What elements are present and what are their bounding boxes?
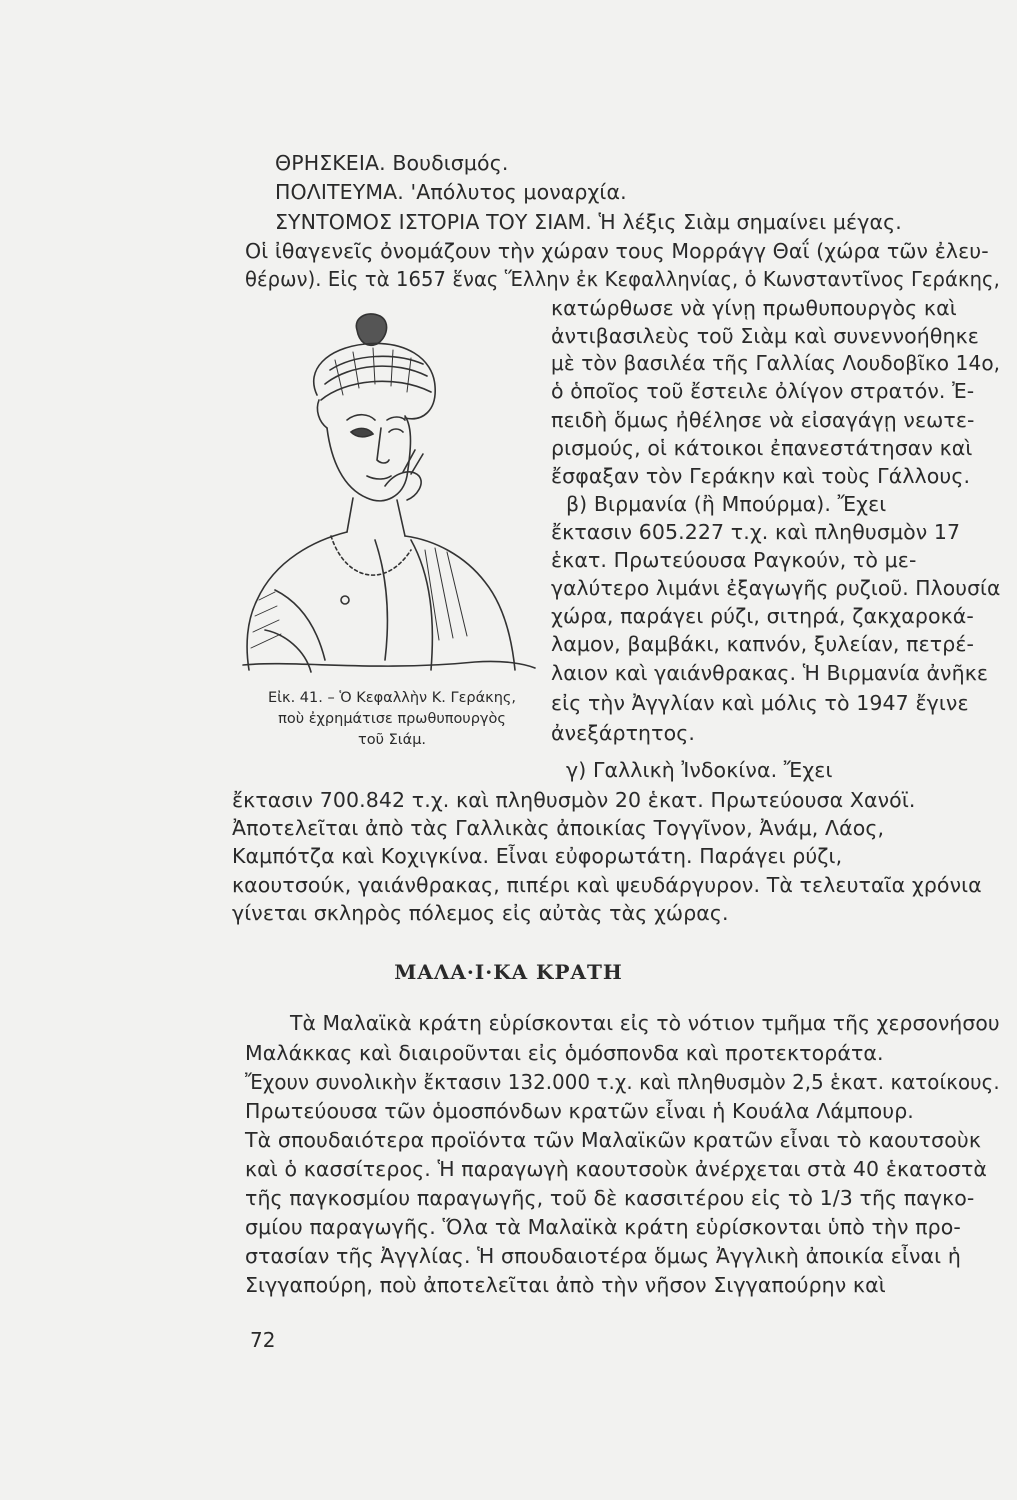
text-line: στασίαν τῆς Ἀγγλίας. Ἡ σπουδαιοτέρα ὅμως Ἀγγλικὴ ἀποικία εἶναι ἡ [245, 1244, 961, 1268]
text-line: Τὰ Μαλαϊκὰ κράτη εὑρίσκονται εἰς τὸ νότιον τμῆμα τῆς χερσονήσου [290, 1011, 1000, 1035]
text-line: γίνεται σκληρὸς πόλεμος εἰς αὐτὰς τὰς χώρας. [232, 901, 729, 925]
text-line: μὲ τὸν βασιλέα τῆς Γαλλίας Λουδοβῖκο 14ο, [551, 351, 1001, 375]
text-line: κατώρθωσε νὰ γίνῃ πρωθυπουργὸς καὶ [551, 296, 957, 320]
text-line: τῆς παγκοσμίου παραγωγῆς, τοῦ δὲ κασσιτέρου εἰς τὸ 1/3 τῆς παγκο- [245, 1186, 975, 1210]
text-line: πειδὴ ὅμως ἠθέλησε νὰ εἰσαγάγῃ νεωτε- [551, 408, 975, 432]
text-line: θέρων). Εἰς τὰ 1657 ἕνας Ἕλλην ἐκ Κεφαλληνίας, ὁ Κωνσταντῖνος Γεράκης, [245, 267, 1000, 291]
text-line: εἰς τὴν Ἀγγλίαν καὶ μόλις τὸ 1947 ἔγινε [551, 691, 969, 715]
text-line: ἀνεξάρτητος. [551, 721, 695, 745]
text-line: ἑκατ. Πρωτεύουσα Ραγκούν, τὸ με- [551, 548, 917, 572]
text-line: Μαλάκκας καὶ διαιροῦνται εἰς ὁμόσπονδα καὶ προτεκτοράτα. [245, 1041, 884, 1065]
text-line: καουτσούκ, γαιάνθρακας, πιπέρι καὶ ψευδάργυρον. Τὰ τελευταῖα χρόνια [232, 873, 982, 897]
text-line: β) Βιρμανία (ἢ Μπούρμα). Ἔχει [566, 492, 887, 516]
text-line: Πρωτεύουσα τῶν ὁμοσπόνδων κρατῶν εἶναι ἡ Κουάλα Λάμπουρ. [245, 1099, 914, 1123]
text-line: σμίου παραγωγῆς. Ὅλα τὰ Μαλαϊκὰ κράτη εὑρίσκονται ὑπὸ τὴν προ- [245, 1215, 961, 1239]
portrait-illustration [235, 300, 545, 680]
text-line: ρισμούς, οἱ κάτοικοι ἐπανεστάτησαν καὶ [551, 436, 973, 460]
text-line: ἀντιβασιλεὺς τοῦ Σιὰμ καὶ συνεννοήθηκε [551, 324, 979, 348]
text-line: Τὰ σπουδαιότερα προϊόντα τῶν Μαλαϊκῶν κρατῶν εἶναι τὸ καουτσοὺκ [245, 1128, 982, 1152]
figure-caption-line: τοῦ Σιάμ. [357, 732, 427, 748]
text-line: Ἔχουν συνολικὴν ἔκτασιν 132.000 τ.χ. καὶ πληθυσμὸν 2,5 ἑκατ. κατοίκους. [245, 1070, 1000, 1094]
text-line: λαιον καὶ γαιάνθρακας. Ἡ Βιρμανία ἀνῆκε [551, 661, 989, 685]
text-line: ἔκτασιν 605.227 τ.χ. καὶ πληθυσμὸν 17 [551, 520, 961, 544]
page-number: 72 [250, 1328, 276, 1352]
text-line: ΘΡΗΣΚΕΙΑ. Βουδισμός. [275, 151, 509, 175]
text-line: γ) Γαλλικὴ Ἰνδοκίνα. Ἔχει [566, 758, 833, 782]
section-heading: ΜΑΛΑ·Ι·ΚΑ ΚΡΑΤΗ [394, 960, 623, 984]
text-line: Καμπότζα καὶ Κοχιγκίνα. Εἶναι εὐφορωτάτη. Παράγει ρύζι, [232, 844, 843, 868]
text-line: ὁ ὁποῖος τοῦ ἔστειλε ὀλίγον στρατόν. Ἐ- [551, 379, 975, 403]
text-line: Οἱ ἰθαγενεῖς ὀνομάζουν τὴν χώραν τους Μορράγγ Θαΐ (χώρα τῶν ἐλευ- [245, 239, 989, 263]
text-line: χώρα, παράγει ρύζι, σιτηρά, ζακχαροκά- [551, 604, 974, 628]
text-line: Σιγγαπούρη, ποὺ ἀποτελεῖται ἀπὸ τὴν νῆσον Σιγγαπούρην καὶ [245, 1273, 886, 1297]
text-line: γαλύτερο λιμάνι ἐξαγωγῆς ρυζιοῦ. Πλουσία [551, 576, 1001, 600]
text-line: καὶ ὁ κασσίτερος. Ἡ παραγωγὴ καουτσοὺκ ἀνέρχεται στὰ 40 ἑκατοστὰ [245, 1157, 988, 1181]
figure-caption-line: ποὺ ἐχρημάτισε πρωθυπουργὸς [278, 711, 506, 727]
text-line: Ἀποτελεῖται ἀπὸ τὰς Γαλλικὰς ἀποικίας Τογγῖνον, Ἀνάμ, Λάος, [232, 816, 885, 840]
figure-caption-line: Εἰκ. 41. – Ὁ Κεφαλλὴν Κ. Γεράκης, [267, 690, 517, 706]
text-line: λαμον, βαμβάκι, καπνόν, ξυλείαν, πετρέ- [551, 632, 975, 656]
text-line: ΠΟΛΙΤΕΥΜΑ. 'Απόλυτος μοναρχία. [275, 180, 627, 204]
text-line: ἔκτασιν 700.842 τ.χ. καὶ πληθυσμὸν 20 ἑκατ. Πρωτεύουσα Χανόϊ. [232, 788, 916, 812]
text-line: ἔσφαξαν τὸν Γεράκην καὶ τοὺς Γάλλους. [551, 464, 971, 488]
text-line: ΣΥΝΤΟΜΟΣ ΙΣΤΟΡΙΑ ΤΟΥ ΣΙΑΜ. Ἡ λέξις Σιὰμ σημαίνει μέγας. [275, 210, 902, 234]
